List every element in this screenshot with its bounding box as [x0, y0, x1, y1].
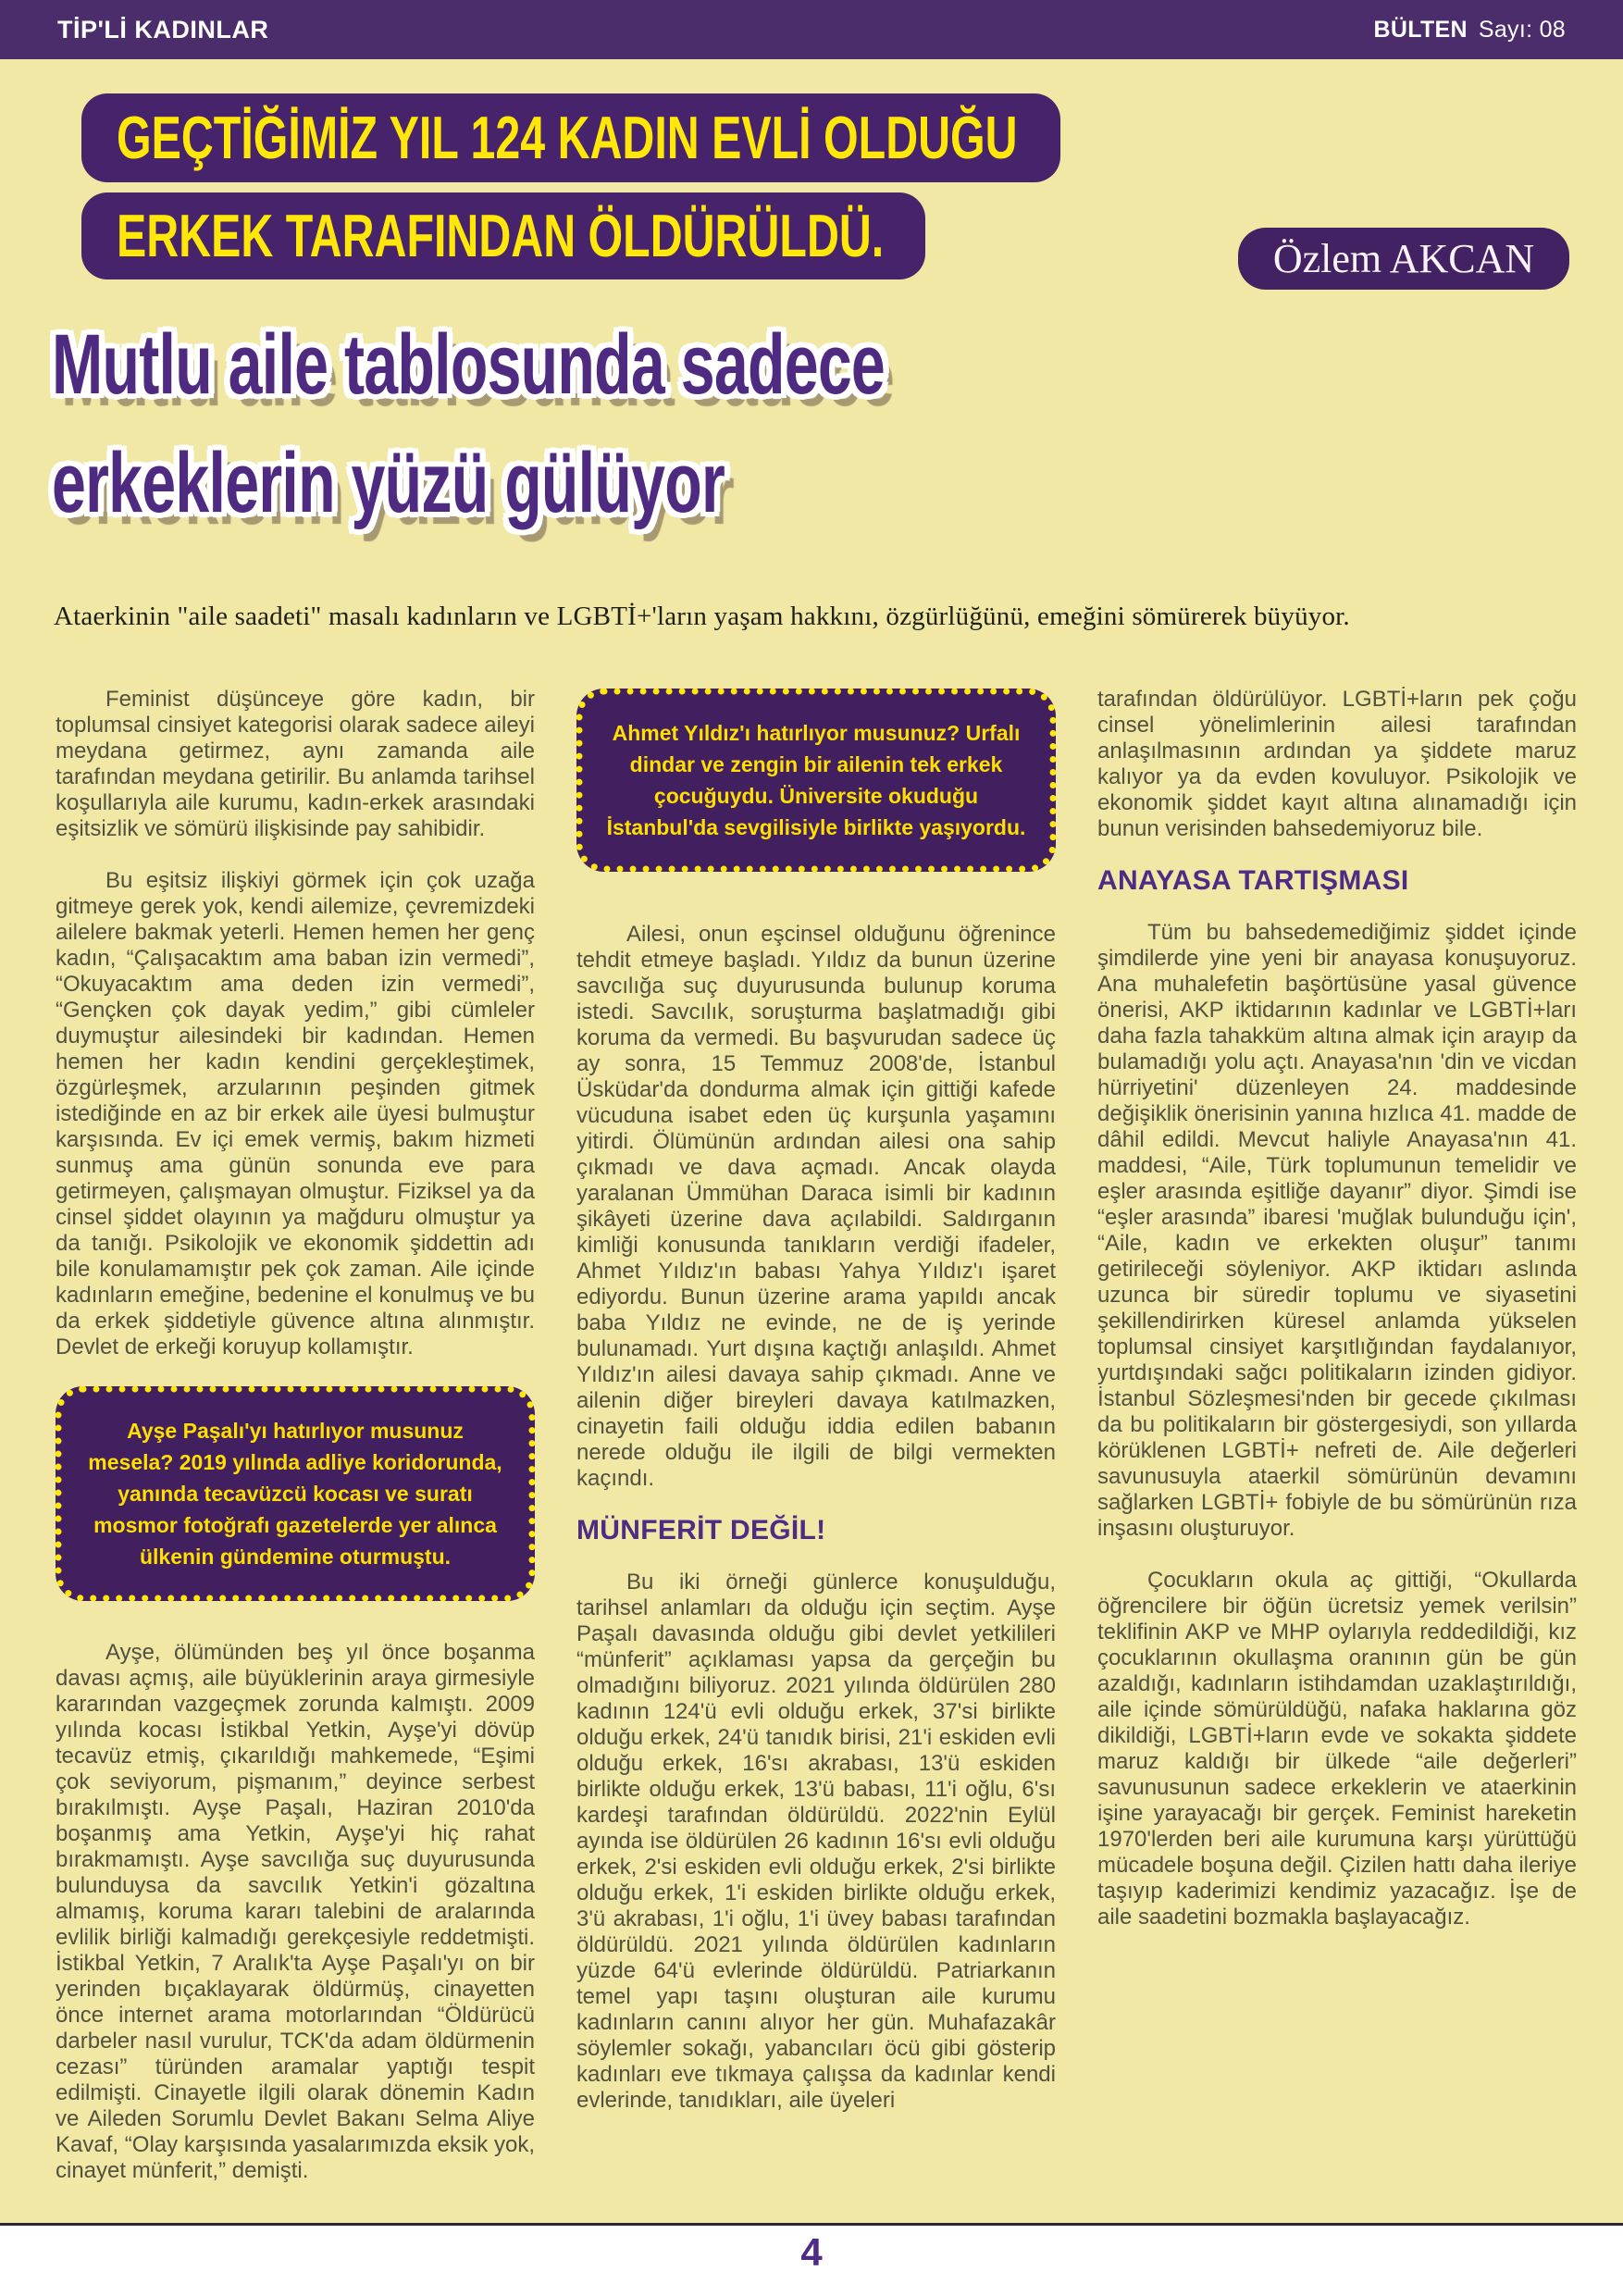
headline-box-1	[81, 93, 1060, 182]
paragraph: Tüm bu bahsedemediğimiz şiddet içinde şimdilerde yine yeni bir anayasa konuşuyoruz. Ana muhalefetin başörtüsüne yasal güvence önerisi, AKP iktidarının kadınlar ve LGBTİ+ları daha fazla tahakküm altına almak için arayıp da bulamadığı yolu açtı. Anayasa'nın 'din ve vicdan hürriyetini' düzenleyen 24. maddesinde değişiklik önerisinin yanına hızlıca 41. madde de dâhil edildi. Mevcut haliyle Anayasa'nın 41. maddesi, “Aile, Türk toplumunun temelidir ve eşler arasında eşitliğe dayanır” diyor. Şimdi ise “eşler arasında” ibaresi 'muğlak bulunduğu için', “Aile, kadın ve erkekten oluşur” tanımı getirileceği söyleniyor. AKP iktidarı aslında uzunca bir süredir toplumu ve siyasetini şekillendirirken küresel anlamda yükselen toplumsal cinsiyet karşıtlığından faydalanıyor, yurtdışındaki sağcı politikaların izinden gidiyor. İstanbul Sözleşmesi'nden bir gecede çıkılması da bu politikaların bir göstergesiydi, son yıllarda körüklenen LGBTİ+ nefreti de. Aile değerleri savunusuyla ataerkil sömürünün devamını sağlarken LGBTİ+ fobiyle de bu sömürünün rıza inşasını oluşturuyor.	[1097, 920, 1577, 1541]
callout-ahmet-yildiz	[576, 689, 1056, 872]
paragraph: Bu eşitsiz ilişkiyi görmek için çok uzağa gitmeye gerek yok, kendi ailemize, çevremizdeki ailelere bakmak yeterli. Hemen hemen her genç kadın, “Çalışacaktım ama baban izin vermedi”, “Okuyacaktım ama deden izin vermedi”, “Gençken çok dayak yedim,” gibi cümleler duymuştur ailesindeki bir kadından. Hemen hemen her kadın kendini gerçekleştimek, özgürleşmek, arzularının peşinden gitmek istediğinde en az bir erkek aile üyesi bulmuştur karşısında. Ev içi emek vermiş, bakım hizmeti sunmuş ama günün sonunda eve para getirmeyen, çalışmayan olmuştur. Fiziksel ya da cinsel şiddet olayının ya mağduru olmuştur ya da tanığı. Psikolojik ve ekonomik şiddettin adı bile konulamamıştır pek çok zaman. Aile içinde kadınların emeğine, bedenine el konulmuş ve bu da erkek şiddetiyle güvence altına alınmıştır. Devlet de erkeği koruyup kollamıştır.	[56, 868, 535, 1359]
issue-label: BÜLTEN	[1373, 16, 1468, 43]
issue-info	[1374, 17, 1566, 43]
headline-box-2	[81, 192, 925, 279]
paragraph: Ayşe, ölümünden beş yıl önce boşanma davası açmış, aile büyüklerinin araya girmesiyle kararından vazgeçmek zorunda kalmıştı. 2009 yılında kocası İstikbal Yetkin, Ayşe'yi dövüp tecavüz etmiş, çıkarıldığı mahkemede, “Eşimi çok seviyorum, pişmanım,” deyince serbest bırakılmıştı. Ayşe Paşalı, Haziran 2010'da boşanmış ama Yetkin, Ayşe'yi hiç rahat bırakmamıştı. Ayşe savcılığa suç duyurusunda bulunduysa da savcılık Yetkin'i gözaltına almamış, koruma kararı talebini de aralarında evlilik birliği kalmadığı gerekçesiyle reddetmişti. İstikbal Yetkin, 7 Aralık'ta Ayşe Paşalı'yı on bir yerinden bıçaklayarak öldürmüş, cinayetten önce internet arama motorlarından “Öldürücü darbeler nasıl vurulur, TCK'da adam öldürmenin cezası” türünden aramalar yaptığı tespit edilmişti. Cinayetle ilgili olarak dönemin Kadın ve Aileden Sorumlu Devlet Bakanı Selma Aliye Kavaf, “Olay karşısında yasalarımızda eksik yok, cinayet münferit,” demişti.	[56, 1640, 535, 2183]
article-body	[56, 687, 1577, 2223]
callout-text: Ahmet Yıldız'ı hatırlıyor musunuz? Urfalı dindar ve zengin bir ailenin tek erkek çocuğuydu. Üniversite okuduğu İstanbul'da sevgilisiyle birlikte yaşıyordu.	[606, 721, 1026, 839]
article-title	[52, 305, 1208, 542]
standfirst: Ataerkinin "aile saadeti" masalı kadınların ve LGBTİ+'ların yaşam hakkını, özgürlüğünü, emeğini sömürerek büyüyor.	[54, 602, 1350, 631]
subhead-anayasa-tartismasi: ANAYASA TARTIŞMASI	[1097, 865, 1409, 896]
column-1	[56, 687, 535, 2223]
paragraph: Ailesi, onun eşcinsel olduğunu öğrenince tehdit etmeye başladı. Yıldız da bunun üzerine savcılığa suç duyurusunda bulunup koruma istedi. Savcılık, soruşturma başlatmadığı gibi koruma da vermedi. Bu başvurudan sadece üç ay sonra, 15 Temmuz 2008'de, İstanbul Üsküdar'da dondurma almak için gittiği kafede vücuduna isabet eden üç kurşunla yaşamını yitirdi. Ölümünün ardından ailesi ona sahip çıkmadı ve dava açmadı. Ancak olayda yaralanan Ümmühan Daraca isimli bir kadının şikâyeti üzerine dava açılabildi. Saldırganın kimliği konusunda tanıkların verdiği ifadeler, Ahmet Yıldız'ın babası Yahya Yıldız'ı işaret ediyordu. Bunun üzerine arama yapıldı ancak baba Yıldız ne evinde, ne de iş yerinde bulunamadı. Yurt dışına kaçtığı anlaşıldı. Ahmet Yıldız'ın ailesi davaya sahip çıkmadı. Anne ve ailenin diğer bireyleri davaya katılmazken, cinayetin faili olduğu iddia edilen babanın nerede olduğu ile ilgili de bilgi vermekten kaçındı.	[576, 922, 1056, 1491]
callout-ayse-pasali	[56, 1386, 535, 1601]
author-name: Özlem AKCAN	[1272, 236, 1535, 281]
paragraph: Bu iki örneği günlerce konuşulduğu, tarihsel anlamları da olduğu için seçtim. Ayşe Paşalı davasında olduğu gibi devlet yetkilileri “münferit” açıklaması yapsa da gerçeğin bu olmadığını biliyoruz. 2021 yılında öldürülen 280 kadının 124'ü evli olduğu erkek, 37'si birlikte olduğu erkek, 24'ü tanıdık birisi, 21'i eskiden evli olduğu erkek, 16'sı akrabası, 13'ü eskiden birlikte olduğu erkek, 13'ü babası, 11'i oğlu, 6'sı kardeşi tarafından öldürüldü. 2022'nin Eylül ayında ise öldürülen 26 kadının 16'sı evli olduğu erkek, 2'si eskiden evli olduğu erkek, 2'si birlikte olduğu erkek, 1'i eskiden birlikte olduğu erkek, 3'ü akrabası, 1'i oğlu, 1'i üvey babası tarafından öldürüldü. 2021 yılında öldürülen kadınların yüzde 64'ü evlerinde öldürüldü. Patriarkanın temel yapı taşını oluşturan aile kurumu kadınların canını alıyor her gün. Muhafazakâr söylemler sokağı, yabancıları öcü gibi gösterip kadınları eve tıkmaya çalışsa da kadınlar kendi evlerinde, tanıdıkları, aile üyeleri	[576, 1570, 1056, 2113]
top-bar	[0, 0, 1623, 59]
issue-number: Sayı: 08	[1478, 16, 1566, 43]
article-title-line-1: Mutlu aile tablosunda sadece	[52, 317, 886, 412]
masthead-title: TİP'Lİ KADINLAR	[57, 15, 269, 43]
headline-line-1: GEÇTİĞİMİZ YIL 124 KADIN EVLİ OLDUĞU	[117, 105, 1018, 171]
paragraph: Çocukların okula aç gittiği, “Okullarda öğrencilere bir öğün ücretsiz yemek verilsin” teklifinin AKP ve MHP oylarıyla reddedildiği, kız çocuklarının okullaşma oranının gün be gün azaldığı, kadınların istihdamdan uzaklaştırıldığı, aile içinde sömürüldüğü, nafaka haklarına göz dikildiği, LGBTİ+ların evde ve sokakta şiddete maruz kaldığı bir ülkede “aile değerleri” savunusunun sadece erkeklerin ve ataerkinin işine yarayacağı bir gerçek. Feminist hareketin 1970'lerden beri aile kurumuna karşı yürüttüğü mücadele boşuna değil. Çizilen hattı daha ileriye taşıyıp kaderimizi kendimiz yazacağız. İşe de aile saadetini bozmakla başlayacağız.	[1097, 1568, 1577, 1930]
article-title-line-2: erkeklerin yüzü gülüyor	[52, 436, 725, 530]
page-number: 4	[800, 2230, 823, 2274]
column-3	[1097, 687, 1577, 2223]
subhead-munferit-degil: MÜNFERİT DEĞİL!	[576, 1515, 826, 1545]
author-badge	[1238, 228, 1569, 290]
callout-text: Ayşe Paşalı'yı hatırlıyor musunuz mesela? 2019 yılında adliye koridorunda, yanında tecavüzcü kocası ve suratı mosmor fotoğrafı gazetelerde yer alınca ülkenin gündemine oturmuştu.	[88, 1419, 502, 1569]
paragraph: Feminist düşünceye göre kadın, bir toplumsal cinsiyet kategorisi olarak sadece aileyi meydana getirmez, aynı zamanda aile tarafından meydana getirilir. Bu anlamda tarihsel koşullarıyla aile kurumu, kadın-erkek arasındaki eşitsizlik ve sömürü ilişkisinde pay sahibidir.	[56, 687, 535, 841]
column-2	[576, 687, 1056, 2223]
headline-line-2: ERKEK TARAFINDAN ÖLDÜRÜLDÜ.	[117, 203, 885, 269]
paragraph-continuation: tarafından öldürülüyor. LGBTİ+ların pek çoğu cinsel yönelimlerinin ailesi tarafından anlaşılmasının ardından ya şiddete maruz kalıyor ya da evden kovuluyor. Psikolojik ve ekonomik şiddet kayıt altına alınamadığı için bunun verisinden bahsedemiyoruz bile.	[1097, 687, 1577, 841]
